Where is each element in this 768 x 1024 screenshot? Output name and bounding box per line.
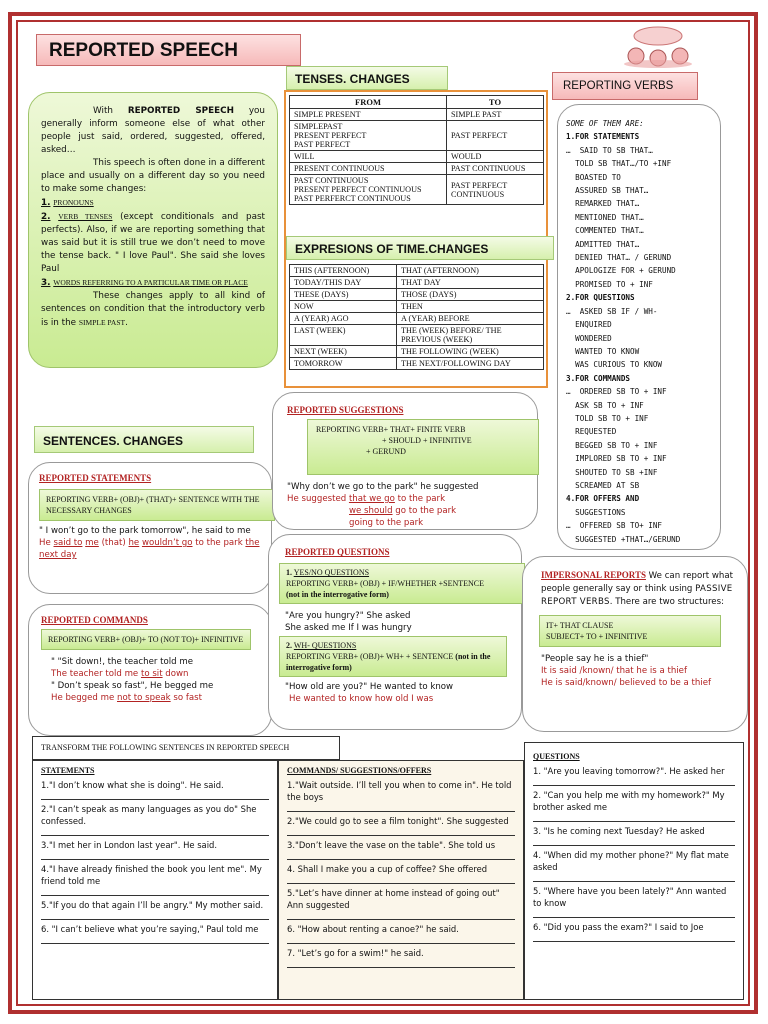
exercise-prompt: 3. "Is he coming next Tuesday? He asked [533, 826, 705, 836]
exercise-prompt: 2. "Can you help me with my homework?" My brother asked me [533, 790, 725, 812]
reporting-verbs-list [566, 117, 716, 546]
time-to-cell: THE NEXT/FOLLOWING DAY [397, 358, 544, 370]
reporting-verbs-category: 4.FOR OFFERS AND [566, 494, 640, 504]
answer-line[interactable] [287, 959, 515, 968]
time-from-cell: TODAY/THIS DAY [290, 277, 397, 289]
exercise-item [41, 803, 269, 836]
answer-line[interactable] [287, 875, 515, 884]
time-from-cell: NEXT (WEEK) [290, 346, 397, 358]
exercise-prompt: 2."I can’t speak as many languages as you do" She confessed. [41, 804, 257, 826]
exercise-prompt: 4. "When did my mother phone?" My flat mate asked [533, 850, 729, 872]
page-title: REPORTED SPEECH [36, 34, 301, 66]
exercise-item [41, 899, 269, 920]
exercise-prompt: 4. Shall I make you a cup of coffee? She offered [287, 864, 488, 874]
reporting-verb-item: TOLD SB THAT…/TO +INF [566, 159, 672, 169]
answer-line[interactable] [41, 791, 269, 800]
reporting-verb-item: APOLOGIZE FOR + GERUND [566, 266, 676, 276]
exercise-item [533, 921, 735, 942]
reporting-verb-item: WANTED TO KNOW [566, 346, 640, 356]
exercise-prompt: 7. "Let’s go for a swim!" he said. [287, 948, 424, 958]
time-heading: EXPRESIONS OF TIME.CHANGES [286, 236, 554, 260]
answer-line[interactable] [41, 887, 269, 896]
answer-line[interactable] [287, 827, 515, 836]
exercise-item [533, 849, 735, 882]
reporting-verb-item: ENQUIRED [566, 320, 612, 330]
tenses-to-text: WOULD [451, 152, 482, 161]
time-row [290, 346, 544, 358]
tenses-row [290, 175, 544, 205]
tenses-to-text: PAST PERFECT [451, 131, 508, 140]
tenses-heading: TENSES. CHANGES [286, 66, 448, 90]
exercise-item [287, 887, 515, 920]
reporting-verb-item: … ASKED SB IF / WH- [566, 306, 658, 316]
exercise-statements-column [32, 760, 278, 1000]
tenses-from-cell [290, 175, 447, 205]
reporting-verb-item: ADMITTED THAT… [566, 239, 640, 249]
time-row [290, 265, 544, 277]
reporting-verbs-category: 2.FOR QUESTIONS [566, 293, 635, 303]
time-from-cell: THIS (AFTERNOON) [290, 265, 397, 277]
exercise-item [287, 923, 515, 944]
reporting-verb-item: REQUESTED [566, 427, 617, 437]
intro-panel [28, 92, 278, 368]
speech-bubble-illustration [618, 24, 698, 70]
tenses-from-text: SIMPLE PRESENT [294, 110, 361, 119]
impersonal-reports-panel [522, 556, 748, 732]
tenses-to-cell [447, 121, 544, 151]
exercise-item [287, 839, 515, 860]
intro-item-pronouns: 1. PRONOUNS [41, 198, 94, 208]
yes-no-formula: 1. YES/NO QUESTIONS REPORTING VERB+ (OBJ) + IF/WHETHER +SENTENCE (not in the interrogative form) [279, 563, 525, 604]
reported-suggestions-panel [272, 392, 538, 530]
suggestions-example-reported-2: we should go to the park [349, 506, 457, 516]
exercise-item [287, 779, 515, 812]
answer-line[interactable] [287, 935, 515, 944]
exercise-statements-heading: STATEMENTS [41, 766, 95, 775]
reporting-verb-item: IMPLORED SB TO + INF [566, 454, 667, 464]
time-from-cell: TOMORROW [290, 358, 397, 370]
commands-formula: REPORTING VERB+ (OBJ)+ TO (NOT TO)+ INFINITIVE [41, 629, 251, 650]
tenses-col-to: TO [447, 96, 544, 109]
answer-line[interactable] [533, 873, 735, 882]
exercise-prompt: 6. "I can’t believe what you’re saying," Paul told me [41, 924, 259, 934]
reporting-verb-item: SCREAMED AT SB [566, 480, 640, 490]
reporting-verb-item: … OFFERED SB TO+ INF [566, 521, 663, 531]
intro-item-verb-tenses: 2. VERB TENSES (except conditionals and past perfects). Also, if we are reporting something that was said but it is still true we don’t need to move the tense back. " I love Paul". She said she loves Paul [41, 212, 265, 274]
exercise-item [41, 923, 269, 944]
tenses-from-text: PRESENT PERFECT [294, 131, 367, 140]
time-row [290, 301, 544, 313]
exercise-prompt: 4."I have already finished the book you lent me". My friend told me [41, 864, 262, 886]
commands-example-2-direct: " Don’t speak so fast", He begged me [51, 681, 214, 691]
reporting-verb-item: COMMENTED THAT… [566, 226, 644, 236]
answer-line[interactable] [533, 837, 735, 846]
reporting-verb-item: SUGGESTIONS [566, 507, 626, 517]
tenses-to-text: PAST PERFECT [451, 180, 508, 190]
tenses-to-cell [447, 175, 544, 205]
time-row [290, 358, 544, 370]
exercise-prompt: 2."We could go to see a film tonight". She suggested [287, 816, 509, 826]
tenses-row [290, 163, 544, 175]
reporting-verbs-category: SOME OF THEM ARE: [566, 119, 644, 128]
exercise-item [41, 779, 269, 800]
exercise-questions-column [524, 742, 744, 1000]
tenses-from-text: PRESENT PERFECT CONTINUOUS [294, 185, 422, 194]
reporting-verb-item: SHOUTED TO SB +INF [566, 467, 658, 477]
suggestions-example-reported-1: He suggested that we go to the park [287, 494, 446, 504]
tenses-to-cell [447, 109, 544, 121]
exercise-item [533, 765, 735, 786]
time-row [290, 313, 544, 325]
tenses-to-text: SIMPLE PAST [451, 110, 502, 119]
exercise-prompt: 6. "Did you pass the exam?" I said to Joe [533, 922, 704, 932]
exercise-prompt: 1."I don’t know what she is doing". He said. [41, 780, 224, 790]
answer-line[interactable] [533, 909, 735, 918]
exercise-commands-column [278, 760, 524, 1000]
wh-formula: 2. WH- QUESTIONS REPORTING VERB+ (OBJ)+ WH+ + SENTENCE (not in the interrogative form) [279, 636, 507, 677]
time-to-cell: THOSE (DAYS) [397, 289, 544, 301]
intro-paragraph-2: This speech is often done in a different place and usually on a different day so you need to make some changes: [41, 158, 265, 194]
exercise-prompt: 1."Wait outside. I’ll tell you when to come in". He told the boys [287, 780, 512, 802]
exercise-questions-heading: QUESTIONS [533, 752, 580, 761]
exercise-prompt: 5."If you do that again I’ll be angry." My mother said. [41, 900, 264, 910]
tenses-to-text: CONTINUOUS [451, 189, 505, 199]
reporting-verb-item: BOASTED TO [566, 172, 621, 182]
answer-line[interactable] [41, 851, 269, 860]
commands-example-1-reported: The teacher told me to sit down [51, 669, 189, 679]
reporting-verb-item: REMARKED THAT… [566, 199, 640, 209]
tenses-row [290, 151, 544, 163]
statements-example-reported: He said to me (that) he wouldn’t go to the park the next day [39, 538, 260, 560]
answer-line[interactable] [287, 851, 515, 860]
tenses-row [290, 121, 544, 151]
reporting-verbs-heading: REPORTING VERBS [552, 72, 698, 100]
reported-questions-panel [268, 534, 522, 730]
intro-paragraph-3: These changes apply to all kind of sentences on condition that the introductory verb is in the SIMPLE PAST. [41, 291, 265, 328]
tenses-table [289, 95, 544, 205]
time-table [289, 264, 544, 370]
time-from-cell: NOW [290, 301, 397, 313]
reporting-verb-item: ASK SB TO + INF [566, 400, 644, 410]
questions-example-1-reported: She asked me If I was hungry [285, 623, 412, 633]
time-to-cell: A (YEAR) BEFORE [397, 313, 544, 325]
exercise-item [287, 815, 515, 836]
answer-line[interactable] [41, 827, 269, 836]
answer-line[interactable] [41, 911, 269, 920]
tenses-to-cell [447, 151, 544, 163]
reporting-verb-item: DENIED THAT… / GERUND [566, 253, 672, 263]
answer-line[interactable] [287, 803, 515, 812]
exercise-item [533, 825, 735, 846]
exercise-prompt: 5. "Where have you been lately?" Ann wanted to know [533, 886, 727, 908]
statements-formula: REPORTING VERB+ (OBJ)+ (THAT)+ SENTENCE WITH THE NECESSARY CHANGES [39, 489, 275, 521]
reporting-verb-item: PROMISED TO + INF [566, 279, 653, 289]
commands-example-1-direct: " "Sit down!, the teacher told me [51, 657, 194, 667]
exercise-item [41, 839, 269, 860]
answer-line[interactable] [533, 933, 735, 942]
tenses-from-cell [290, 163, 447, 175]
suggestions-formula: REPORTING VERB+ THAT+ FINITE VERB + SHOULD + INFINITIVE + GERUND [307, 419, 539, 475]
tenses-from-text: WILL [294, 152, 315, 161]
reported-commands-panel [28, 604, 272, 736]
questions-example-2-direct: "How old are you?" He wanted to know [285, 682, 454, 692]
time-to-cell: THE (WEEK) BEFORE/ THE PREVIOUS (WEEK) [397, 325, 544, 346]
impersonal-example-direct: "People say he is a thief" [541, 654, 649, 664]
tenses-col-from: FROM [290, 96, 447, 109]
tenses-row [290, 109, 544, 121]
tenses-from-text: PAST PERFERCT CONTINUOUS [294, 194, 411, 203]
suggestions-example-direct: "Why don’t we go to the park" he suggested [287, 482, 479, 492]
exercise-item [287, 947, 515, 968]
time-row [290, 289, 544, 301]
exercise-commands-heading: COMMANDS/ SUGGESTIONS/OFFERS [287, 766, 432, 775]
exercise-title: TRANSFORM THE FOLLOWING SENTENCES IN REPORTED SPEECH [32, 736, 340, 760]
reported-statements-label: REPORTED STATEMENTS [39, 473, 152, 483]
exercise-prompt: 6. "How about renting a canoe?" he said. [287, 924, 459, 934]
intro-item-time-place: 3. WORDS REFERRING TO A PARTICULAR TIME OR PLACE [41, 278, 248, 288]
time-to-cell: THAT (AFTERNOON) [397, 265, 544, 277]
exercise-item [287, 863, 515, 884]
tenses-from-cell [290, 121, 447, 151]
intro-paragraph-1: With REPORTED SPEECH you generally inform someone else of what other people just said, ordered, suggested, offered, asked… [41, 106, 265, 155]
questions-example-2-reported: He wanted to know how old I was [289, 694, 434, 704]
reporting-verb-item: SUGGESTED +THAT…/GERUND [566, 534, 681, 544]
impersonal-example-reported-1: It is said /known/ that he is a thief [541, 666, 687, 676]
reporting-verbs-panel [557, 104, 721, 550]
commands-example-2-reported: He begged me not to speak so fast [51, 693, 202, 703]
reporting-verb-item: BEGGED SB TO + INF [566, 440, 658, 450]
time-to-cell: THEN [397, 301, 544, 313]
reporting-verb-item: ASSURED SB THAT… [566, 186, 649, 196]
tenses-from-cell [290, 109, 447, 121]
suggestions-example-reported-3: going to the park [349, 518, 424, 528]
time-row [290, 277, 544, 289]
tenses-to-cell [447, 163, 544, 175]
tenses-from-cell [290, 151, 447, 163]
tenses-from-text: SIMPLEPAST [294, 122, 343, 131]
reporting-verbs-category: 3.FOR COMMANDS [566, 373, 631, 383]
answer-line[interactable] [533, 777, 735, 786]
exercise-item [533, 789, 735, 822]
time-from-cell: A (YEAR) AGO [290, 313, 397, 325]
impersonal-example-reported-2: He is said/known/ believed to be a thief [541, 678, 712, 688]
reported-suggestions-label: REPORTED SUGGESTIONS [287, 405, 404, 415]
answer-line[interactable] [533, 813, 735, 822]
tenses-from-text: PAST PERFECT [294, 140, 351, 149]
reporting-verbs-category: 1.FOR STATEMENTS [566, 132, 640, 142]
tenses-to-text: PAST CONTINUOUS [451, 164, 526, 173]
reporting-verb-item: WAS CURIOUS TO KNOW [566, 360, 663, 370]
reporting-verb-item: TOLD SB TO + INF [566, 413, 649, 423]
impersonal-label: IMPERSONAL REPORTS [541, 570, 646, 580]
exercise-prompt: 5."Let’s have dinner at home instead of going out" Ann suggested [287, 888, 500, 910]
answer-line[interactable] [287, 911, 515, 920]
exercise-prompt: 1. "Are you leaving tomorrow?". He asked her [533, 766, 725, 776]
reported-statements-panel [28, 462, 272, 594]
time-from-cell: THESE (DAYS) [290, 289, 397, 301]
reporting-verb-item: MENTIONED THAT… [566, 212, 644, 222]
time-to-cell: THE FOLLOWING (WEEK) [397, 346, 544, 358]
exercise-item [533, 885, 735, 918]
impersonal-intro: IMPERSONAL REPORTS We can report what people generally say or think using PASSIVE REPORT VERBS. There are two structures: [541, 570, 733, 607]
reporting-verb-item: … ORDERED SB TO + INF [566, 387, 667, 397]
exercise-prompt: 3."Don’t leave the vase on the table". She told us [287, 840, 496, 850]
reporting-verb-item: … SAID TO SB THAT… [566, 145, 653, 155]
exercise-item [41, 863, 269, 896]
answer-line[interactable] [41, 935, 269, 944]
time-to-cell: THAT DAY [397, 277, 544, 289]
exercise-prompt: 3."I met her in London last year". He said. [41, 840, 217, 850]
time-from-cell: LAST (WEEK) [290, 325, 397, 346]
reporting-verb-item: WONDERED [566, 333, 612, 343]
sentences-changes-heading: SENTENCES. CHANGES [34, 426, 254, 453]
tenses-from-text: PAST CONTINUOUS [294, 176, 369, 185]
reported-commands-label: REPORTED COMMANDS [41, 615, 148, 625]
reported-questions-label: REPORTED QUESTIONS [285, 547, 390, 557]
tenses-from-text: PRESENT CONTINUOUS [294, 164, 385, 173]
time-row [290, 325, 544, 346]
questions-example-1-direct: "Are you hungry?" She asked [285, 611, 411, 621]
statements-example-direct: " I won’t go to the park tomorrow", he said to me [39, 526, 251, 536]
impersonal-formula: IT+ THAT CLAUSE SUBJECT+ TO + INFINITIVE [539, 615, 721, 647]
